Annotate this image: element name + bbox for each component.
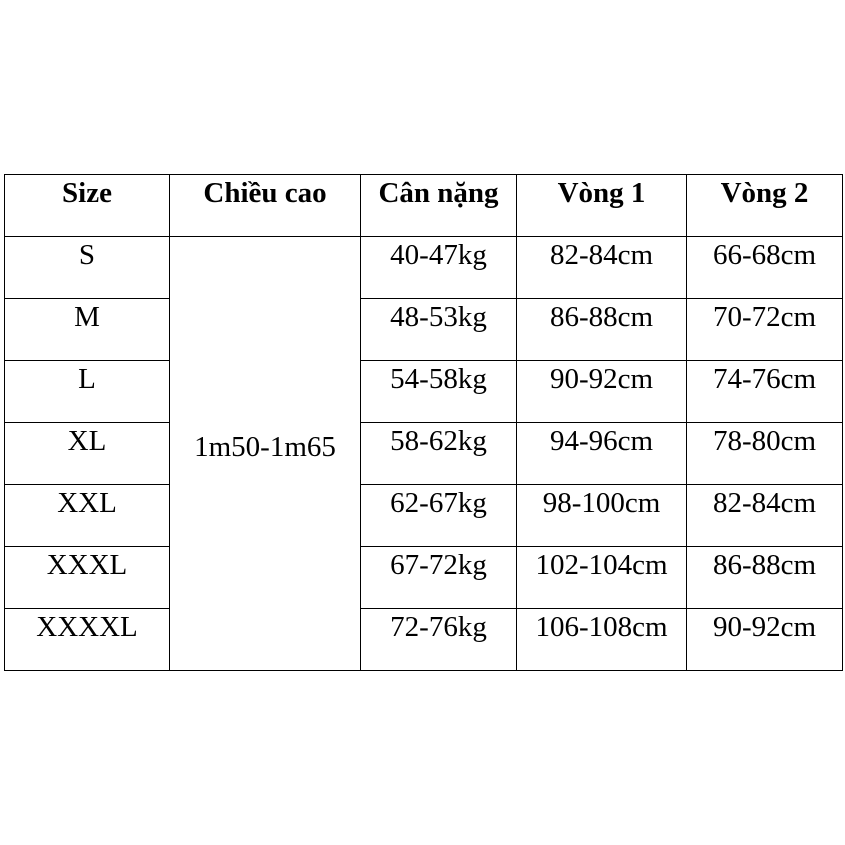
- table-row: [5, 299, 843, 361]
- weight-cell: 72-76kg: [361, 609, 517, 671]
- bust-cell: 106-108cm: [517, 609, 687, 671]
- waist-cell: 70-72cm: [687, 299, 843, 361]
- size-cell: L: [5, 361, 170, 423]
- weight-cell: 62-67kg: [361, 485, 517, 547]
- table-row: [5, 423, 843, 485]
- header-weight: Cân nặng: [361, 175, 517, 237]
- table-row: [5, 237, 843, 299]
- waist-cell: 74-76cm: [687, 361, 843, 423]
- waist-cell: 66-68cm: [687, 237, 843, 299]
- table-row: [5, 361, 843, 423]
- weight-cell: 54-58kg: [361, 361, 517, 423]
- size-cell: XXL: [5, 485, 170, 547]
- weight-cell: 48-53kg: [361, 299, 517, 361]
- bust-cell: 86-88cm: [517, 299, 687, 361]
- size-cell: XXXXL: [5, 609, 170, 671]
- weight-cell: 40-47kg: [361, 237, 517, 299]
- size-cell: XXXL: [5, 547, 170, 609]
- table-header-row: [5, 175, 843, 237]
- bust-cell: 82-84cm: [517, 237, 687, 299]
- table-row: [5, 547, 843, 609]
- bust-cell: 90-92cm: [517, 361, 687, 423]
- waist-cell: 82-84cm: [687, 485, 843, 547]
- table-row: [5, 609, 843, 671]
- header-size: Size: [5, 175, 170, 237]
- header-height: Chiều cao: [170, 175, 361, 237]
- size-cell: XL: [5, 423, 170, 485]
- header-waist: Vòng 2: [687, 175, 843, 237]
- size-cell: S: [5, 237, 170, 299]
- size-chart-table: [4, 174, 843, 671]
- weight-cell: 58-62kg: [361, 423, 517, 485]
- waist-cell: 86-88cm: [687, 547, 843, 609]
- size-cell: M: [5, 299, 170, 361]
- header-bust: Vòng 1: [517, 175, 687, 237]
- waist-cell: 90-92cm: [687, 609, 843, 671]
- bust-cell: 98-100cm: [517, 485, 687, 547]
- table-row: [5, 485, 843, 547]
- waist-cell: 78-80cm: [687, 423, 843, 485]
- height-range-cell: 1m50-1m65: [170, 237, 361, 671]
- weight-cell: 67-72kg: [361, 547, 517, 609]
- bust-cell: 102-104cm: [517, 547, 687, 609]
- bust-cell: 94-96cm: [517, 423, 687, 485]
